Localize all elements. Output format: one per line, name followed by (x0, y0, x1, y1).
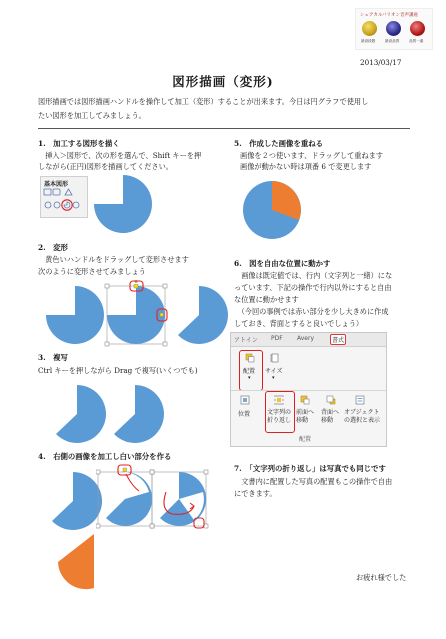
medal-label: 最高段階 (361, 39, 376, 43)
selection-pane-button[interactable]: オブジェクトの選択と表示 (344, 409, 381, 424)
shape-gallery-panel (40, 176, 88, 218)
tab-addin[interactable]: アトイン (234, 337, 258, 344)
section-1-text: しながら(正円)図形を描画してください。 (38, 162, 173, 171)
document-date: 2013/03/17 (360, 58, 402, 67)
section-7-text: にできます。 (234, 489, 277, 498)
document-title: 図形描画（変形) (172, 74, 274, 89)
section-4-heading: 4. 右側の画像を加工し白い部分を作る (38, 452, 172, 461)
section-7-heading: 7. 「文字列の折り返し」は写真でも同じです (234, 464, 386, 473)
haichi-button[interactable]: 配置 (243, 368, 256, 375)
section-6-heading: 6. 図を自由な位置に動かす (234, 259, 331, 268)
ribbon-screenshot (230, 332, 387, 447)
bring-forward-button[interactable]: 前面へ移動 (296, 409, 315, 424)
section-1-text: 挿入＞図形で、次の形を選んで、Shift キーを押 (38, 151, 202, 160)
pie-three-quarter (44, 284, 106, 346)
pie-orange-slice (52, 532, 98, 592)
section-2-heading: 2. 変形 (38, 243, 68, 252)
send-backward-icon (326, 395, 336, 405)
closing-text: お疲れ様でした (356, 573, 407, 582)
section-6-text: 画像は既定値では、行内（文字列と一緒）にな (234, 271, 393, 280)
logo (355, 8, 433, 50)
pie-blue-step (42, 470, 104, 532)
section-2-text: 次のように変形させてみましょう (38, 267, 146, 276)
wrap-text-icon (274, 395, 284, 405)
section-5-text: 画像が動かない時は項番 6 で変更します (240, 162, 372, 171)
navy-medal-icon (386, 21, 401, 36)
ribbon-separator (231, 390, 386, 391)
size-icon (270, 353, 280, 363)
selection-pane-icon (355, 395, 365, 405)
haichi-dropdown[interactable]: ▾ (248, 375, 251, 381)
section-5-heading: 5. 作成した画像を重ねる (234, 139, 324, 148)
section-6-text: っています、下記の操作で行内以外にすると自由 (234, 283, 392, 292)
section-3-heading: 3. 複写 (38, 353, 68, 362)
size-button[interactable]: サイズ (265, 368, 283, 375)
position-button[interactable]: 位置 (238, 411, 251, 418)
arrange-icon (245, 353, 255, 363)
section-5-text: 画像を２つ使います、ドラッグして重ねます (240, 151, 384, 160)
pie-half-wedge (168, 284, 230, 346)
pie-three-quarter (92, 173, 154, 235)
tab-pdf[interactable]: PDF (271, 335, 283, 342)
pie-edit-step (96, 464, 156, 530)
section-7-text: 文書内に配置した写真の配置もこの操作で自由 (234, 477, 393, 486)
pie-edit-step-2 (150, 464, 210, 530)
bring-forward-icon (300, 395, 310, 405)
shape-gallery-icons (41, 177, 87, 217)
section-1-heading: 1. 加工する図形を描く (38, 139, 120, 148)
ribbon-tab-bar (231, 333, 386, 347)
send-backward-button[interactable]: 背面へ移動 (321, 409, 340, 424)
pie-with-handles (104, 280, 168, 348)
intro-line: たい図形を加工してみましょう。 (38, 111, 146, 120)
pie-overlay (241, 178, 303, 242)
pie-copy (46, 383, 108, 445)
tab-format[interactable]: 書式 (330, 334, 346, 345)
shape-gallery-caption: 基本図形 (44, 181, 69, 188)
medal-label: 最高品質 (385, 39, 400, 43)
wrap-text-button[interactable]: 文字列の折り返し (267, 409, 292, 424)
section-2-text: 黄色いハンドルをドラッグして変形させます (38, 255, 189, 264)
divider (38, 128, 410, 129)
logo-title: シェアカルバリオン音声講座 (360, 13, 419, 18)
position-icon (240, 395, 250, 405)
intro-line: 図形描画では図形描画ハンドルを操作して加工（変形）することが出来ます。今日は円グラフで使用し (38, 97, 369, 106)
tab-avery[interactable]: Avery (297, 335, 315, 342)
size-dropdown[interactable]: ▾ (272, 375, 275, 381)
section-6-text: （今回の事例では赤い部分を少し大きめに作成 (234, 307, 389, 316)
section-3-text: Ctrl キーを押しながら Drag で複写(いくつでも) (38, 366, 198, 375)
section-6-text: しておき、背面とすると良いでしょう） (234, 319, 364, 328)
pie-copy (104, 383, 166, 445)
ribbon-group-label: 配置 (299, 436, 312, 443)
red-medal-icon (410, 21, 425, 36)
section-6-text: な位置に動かせます (234, 295, 299, 304)
gold-medal-icon (362, 21, 377, 36)
medal-label: 品質一番 (409, 39, 424, 43)
